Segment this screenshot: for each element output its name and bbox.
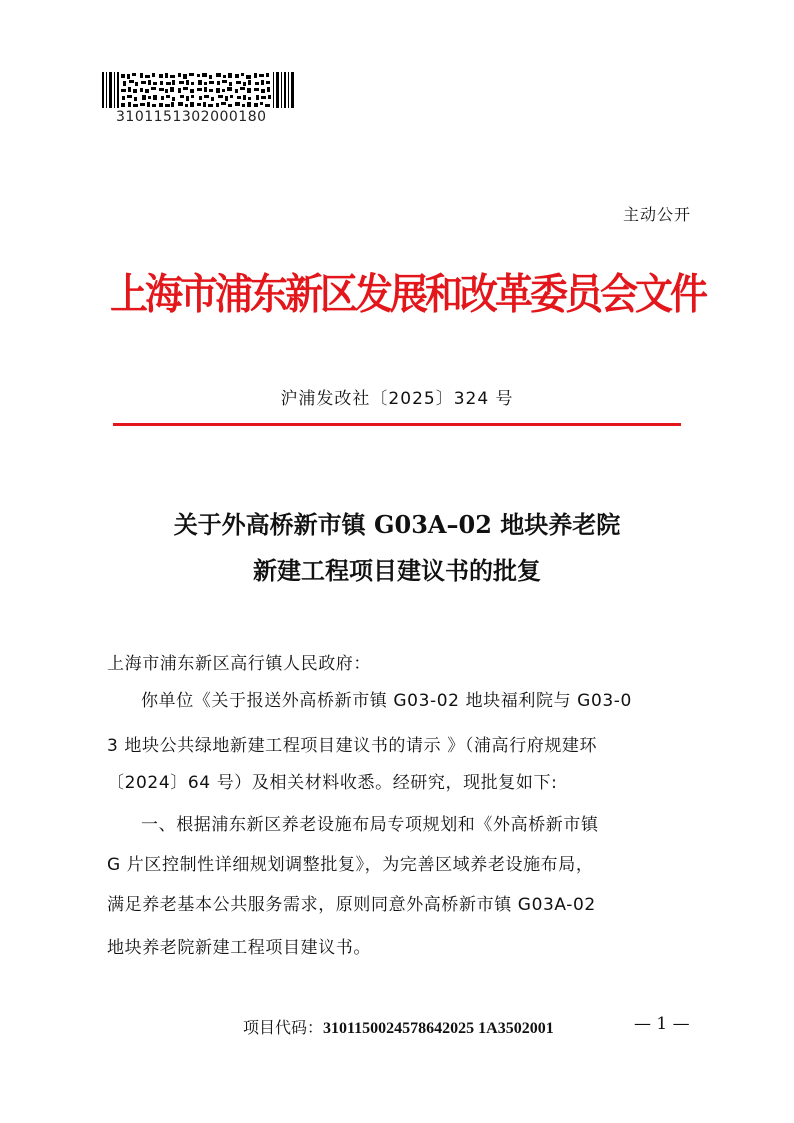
body-line: 一、根据浦东新区养老设施布局专项规划和《外高桥新市镇 — [141, 815, 599, 835]
project-code-label: 项目代码： — [243, 1018, 324, 1037]
body-line: 地块养老院新建工程项目建议书。 — [107, 938, 371, 958]
disclosure-label: 主动公开 — [622, 205, 691, 224]
page-number: — 1 — — [634, 1014, 690, 1034]
document-title-line-1: 关于外高桥新市镇 G03A–02 地块养老院 — [173, 510, 621, 539]
body-line: 3 地块公共绿地新建工程项目建议书的请示 》（浦高行府规建环 — [107, 736, 598, 756]
project-code-value: 3101150024578642025 1A3502001 — [323, 1020, 554, 1037]
body-line: G 片区控制性详细规划调整批复》，为完善区域养老设施布局， — [107, 855, 594, 875]
body-line: 〔2024〕64 号）及相关材料收悉。经研究，现批复如下: — [107, 773, 558, 793]
barcode — [102, 72, 296, 108]
document-number: 沪浦发改社〔2025〕324 号 — [280, 389, 514, 409]
body-line: 满足养老基本公共服务需求，原则同意外高桥新市镇 G03A-02 — [107, 895, 596, 915]
body-line: 你单位《关于报送外高桥新市镇 G03-02 地块福利院与 G03-0 — [141, 691, 632, 711]
red-divider-line — [113, 423, 681, 426]
barcode-number: 3101151302000180 — [116, 109, 267, 125]
issuer-letterhead: 上海市浦东新区发展和改革委员会文件 — [110, 268, 706, 319]
salutation: 上海市浦东新区高行镇人民政府： — [107, 654, 371, 674]
project-code — [243, 1015, 554, 1038]
document-title-line-2: 新建工程项目建议书的批复 — [253, 556, 541, 585]
